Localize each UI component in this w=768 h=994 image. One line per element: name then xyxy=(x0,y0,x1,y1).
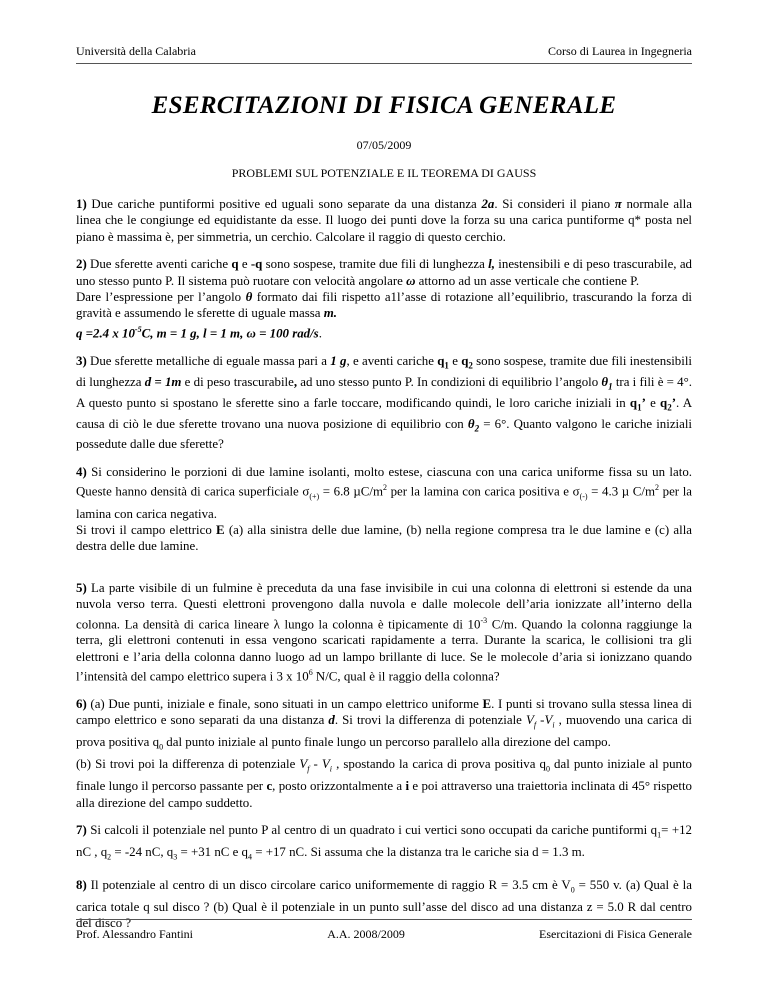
problem-text: Due sferette metalliche di eguale massa pari a xyxy=(86,353,331,368)
problem-text: (a) alla sinistra delle due lamine, (b) nella regione compresa tra le due lamine e (c) alla destra delle due lamine. xyxy=(76,522,693,554)
problem-symbol: c xyxy=(266,779,273,794)
problem-number: 6) xyxy=(76,696,87,711)
problem-symbol: E xyxy=(216,522,225,537)
problem-text: e xyxy=(448,353,462,368)
problem-text: . Si consideri il piano xyxy=(494,197,615,211)
problem-symbol: q xyxy=(629,395,638,410)
problem-text: N/C, qual è il raggio della colonna? xyxy=(312,669,500,684)
problem-text: normale alla linea che le congiunge ed equidistante da esse. Il luogo dei punti dove la forza su una carica puntiforme q* posta nel piano è massima è, per simmetria, un cerchio. Calcolare il raggio di questo cerchio. xyxy=(76,197,692,244)
problem-2 xyxy=(76,256,692,341)
problem-subscript: 2 xyxy=(468,360,473,371)
problem-symbol: -q xyxy=(250,257,263,272)
document-subtitle: PROBLEMI SUL POTENZIALE E IL TEOREMA DI GAUSS xyxy=(231,166,537,180)
problem-symbol: q xyxy=(461,353,469,368)
problem-text: e di peso trascurabile xyxy=(181,374,294,389)
problem-symbol: V xyxy=(321,757,330,772)
problem-subscript: f xyxy=(533,720,537,730)
problem-7 xyxy=(76,822,692,866)
spacer xyxy=(76,566,692,580)
problem-text: attorno ad un asse verticale che contiene P. xyxy=(415,273,640,288)
document-date: 07/05/2009 xyxy=(356,138,412,152)
problem-subscript: 0 xyxy=(545,764,550,774)
problem-number: 7) xyxy=(76,823,87,837)
problem-subscript: 1 xyxy=(444,360,449,371)
footer-year: A.A. 2008/2009 xyxy=(327,927,405,941)
problem-symbol: q xyxy=(231,257,239,272)
document-title: ESERCITAZIONI DI FISICA GENERALE xyxy=(151,92,617,119)
problem-subscript: 1 xyxy=(657,830,662,840)
page-header xyxy=(76,44,692,59)
problem-3 xyxy=(76,353,692,453)
problem-symbol: V xyxy=(525,713,534,728)
problem-symbol: ω xyxy=(406,273,416,288)
problem-data-exponent: -5 xyxy=(134,324,142,334)
problem-4 xyxy=(76,464,692,555)
problem-text: e xyxy=(238,257,251,272)
problem-subscript: i xyxy=(329,764,333,774)
problem-text: per la lamina con carica positiva e σ xyxy=(387,484,580,499)
problem-superscript: 2 xyxy=(383,483,387,493)
problem-text: = +17 nC. Si assuma che la distanza tra le cariche sia d = 1.3 m. xyxy=(252,844,585,859)
problem-number: 3) xyxy=(76,353,87,368)
problem-5 xyxy=(76,580,692,685)
problem-symbol: θ xyxy=(467,416,475,431)
header-university: Università della Calabria xyxy=(76,44,196,58)
problem-symbol: π xyxy=(614,197,622,211)
problem-text: = 6°. Quanto valgono le cariche iniziali possedute dalle due sferette? xyxy=(76,416,693,452)
problem-superscript: 2 xyxy=(655,483,660,493)
problem-text: tra i fili è = 4°. A questo punto si spostano le sferette sino a farle toccare, modificando quindi, le loro cariche iniziali in xyxy=(76,374,692,410)
problem-subscript: 1 xyxy=(608,381,613,392)
footer-divider xyxy=(76,919,692,920)
problem-6 xyxy=(76,696,692,811)
problem-text: sono sospese, tramite due fili inestensibili di lunghezza xyxy=(76,353,692,389)
problem-subscript: (-) xyxy=(579,492,588,502)
problem-text: ad uno stesso punto P. In condizioni di equilibrio l’angolo xyxy=(297,374,602,389)
problem-symbol: q xyxy=(437,353,445,368)
problem-text: = -24 nC, q xyxy=(111,844,174,859)
problem-text: e poi attraverso una traiettoria inclinata di 45° rispetto alla direzione del campo suddetto. xyxy=(76,779,692,810)
problem-symbol: E xyxy=(482,696,492,711)
problem-symbol: θ xyxy=(601,374,609,389)
problem-number: 1) xyxy=(76,197,87,211)
problem-text: (b) Si trovi poi la differenza di potenziale xyxy=(76,757,300,772)
problem-subscript: 2 xyxy=(667,402,672,413)
problem-text: = +31 nC e q xyxy=(177,844,248,859)
problem-number: 2) xyxy=(76,257,87,272)
header-course: Corso di Laurea in Ingegneria xyxy=(548,44,692,58)
problem-superscript: -3 xyxy=(480,615,488,625)
problem-text: = 4.3 µ C/m xyxy=(587,484,656,499)
problem-1 xyxy=(76,196,692,245)
problem-symbol: V xyxy=(299,757,308,772)
problem-symbol: i xyxy=(405,779,410,794)
problem-subscript: 4 xyxy=(248,852,252,862)
problem-symbol: V xyxy=(544,713,553,728)
problem-number: 5) xyxy=(76,580,87,595)
problem-symbol: d xyxy=(328,713,335,728)
problem-text: . xyxy=(318,326,322,341)
problem-number: 4) xyxy=(76,464,87,479)
problem-symbol: ’ xyxy=(641,395,646,410)
problem-subscript: 3 xyxy=(173,852,178,862)
footer-course: Esercitazioni di Fisica Generale xyxy=(539,927,692,941)
problem-symbol: m. xyxy=(323,306,337,321)
problem-text: . I punti si trovano sulla stessa linea di campo elettrico e sono separati da una distanza xyxy=(76,696,692,728)
problem-text: = 550 v. (a) Qual è la carica totale q sul disco ? (b) Qual è il potenziale in un punto sull’asse del disco ad una distanza z = 5.0 R dal centro del disco ? xyxy=(76,877,692,931)
problem-symbol: 1 g xyxy=(330,353,347,368)
problem-text: , spostando la carica di prova positiva q xyxy=(332,757,546,772)
header-divider xyxy=(76,63,692,64)
problem-subscript: (+) xyxy=(309,492,320,502)
problem-text: . A causa di ciò le due sferette trovano una nuova posizione di equilibrio con xyxy=(76,395,693,431)
problem-text: Si considerino le porzioni di due lamine isolanti, molto estese, ciascuna con una carica uniforme fissa su un lato. Queste hanno densità di carica superficiale σ xyxy=(76,464,692,499)
footer-author: Prof. Alessandro Fantini xyxy=(76,927,193,941)
problem-text: sono sospese, tramite due fili di lunghezza xyxy=(262,257,489,272)
problem-number: 8) xyxy=(76,877,87,892)
problem-text: La parte visibile di un fulmine è preceduta da una fase invisibile in cui una colonna di elettroni si estende da una nuvola verso terra. Questi elettroni provengono dalla nuvola e dalle molecole dell’aria ionizzate all’interno della colonna. La densità di carica lineare λ lungo la colonna è tipicamente di 10 xyxy=(76,580,692,631)
problem-text: dal punto iniziale al punto finale lungo un percorso parallelo alla direzione del campo. xyxy=(163,735,611,750)
problem-symbol: d = 1m xyxy=(144,374,182,389)
problem-text: Si trovi il campo elettrico xyxy=(76,522,217,537)
problem-text: , muovendo una carica di prova positiva q xyxy=(76,713,693,750)
problem-text: inestensibili e di peso trascurabile, ad uno stesso punto P. Il sistema può ruotare con velocità angolare xyxy=(76,257,692,288)
problem-text: , posto orizzontalmente a xyxy=(272,779,406,794)
problem-subscript: f xyxy=(307,764,310,774)
problem-text: C/m. Quando la colonna raggiunge la terra, gli elettroni contenuti in essa vengono scaricati rapidamente a terra. Durante la scarica, le collisioni tra gli elettroni e l’aria della colonna danno luogo ad un lampo brillante di luce. Se le molecole d’aria si ionizzano quando l’intensità del campo elettrico supera i 3 x 10 xyxy=(76,616,692,684)
page-footer xyxy=(76,927,692,942)
problem-symbol: l, xyxy=(488,257,495,272)
problem-text: , xyxy=(293,374,298,389)
problem-text: , e aventi cariche xyxy=(346,353,438,368)
problem-data: q =2.4 x 10 xyxy=(76,326,135,341)
problem-text: Due sferette aventi cariche xyxy=(86,257,232,272)
problem-text: - xyxy=(309,757,322,772)
problem-text: per la lamina con carica negativa. xyxy=(76,484,692,521)
problem-text: = +12 nC , q xyxy=(76,823,692,859)
problem-symbol: 2a xyxy=(481,197,495,211)
problem-subscript: i xyxy=(552,720,555,730)
problem-text: (a) Due punti, iniziale e finale, sono situati in un campo elettrico uniforme xyxy=(86,696,483,711)
problem-superscript: 6 xyxy=(308,668,313,678)
problem-subscript: 1 xyxy=(637,402,642,413)
problem-text: Il potenziale al centro di un disco circolare carico uniformemente di raggio R = 3.5 cm è V xyxy=(86,877,571,892)
problems-list xyxy=(76,196,692,943)
problem-symbol: θ xyxy=(245,290,253,305)
problem-text: Si calcoli il potenziale nel punto P al centro di un quadrato i cui vertici sono occupati da cariche puntiformi q xyxy=(86,823,658,837)
problem-data: C, m = 1 g, l = 1 m, ω = 100 rad/s xyxy=(141,326,319,341)
problem-text: Due cariche puntiformi positive ed uguali sono separate da una distanza xyxy=(86,197,482,211)
problem-subscript: 0 xyxy=(159,742,164,752)
problem-subscript: 2 xyxy=(107,852,112,862)
problem-text: = 6.8 µC/m xyxy=(319,484,383,499)
problem-subscript: 2 xyxy=(474,423,480,434)
problem-text: Dare l’espressione per l’angolo xyxy=(76,290,246,305)
problem-8 xyxy=(76,877,692,932)
problem-text: dal punto iniziale al punto finale lungo il percorso passante per xyxy=(76,757,692,794)
problem-symbol: q xyxy=(660,395,668,410)
problem-text: - xyxy=(536,713,545,728)
problem-text: formato dai fili rispetto a1l’asse di rotazione all’equilibrio, trascurando la forza di gravità e assumendo le sferette di uguale massa xyxy=(76,290,692,321)
problem-subscript: 0 xyxy=(570,885,575,895)
problem-text: e xyxy=(645,395,661,410)
problem-symbol: ’ xyxy=(671,395,676,410)
problem-text: . Si trovi la differenza di potenziale xyxy=(334,713,526,728)
